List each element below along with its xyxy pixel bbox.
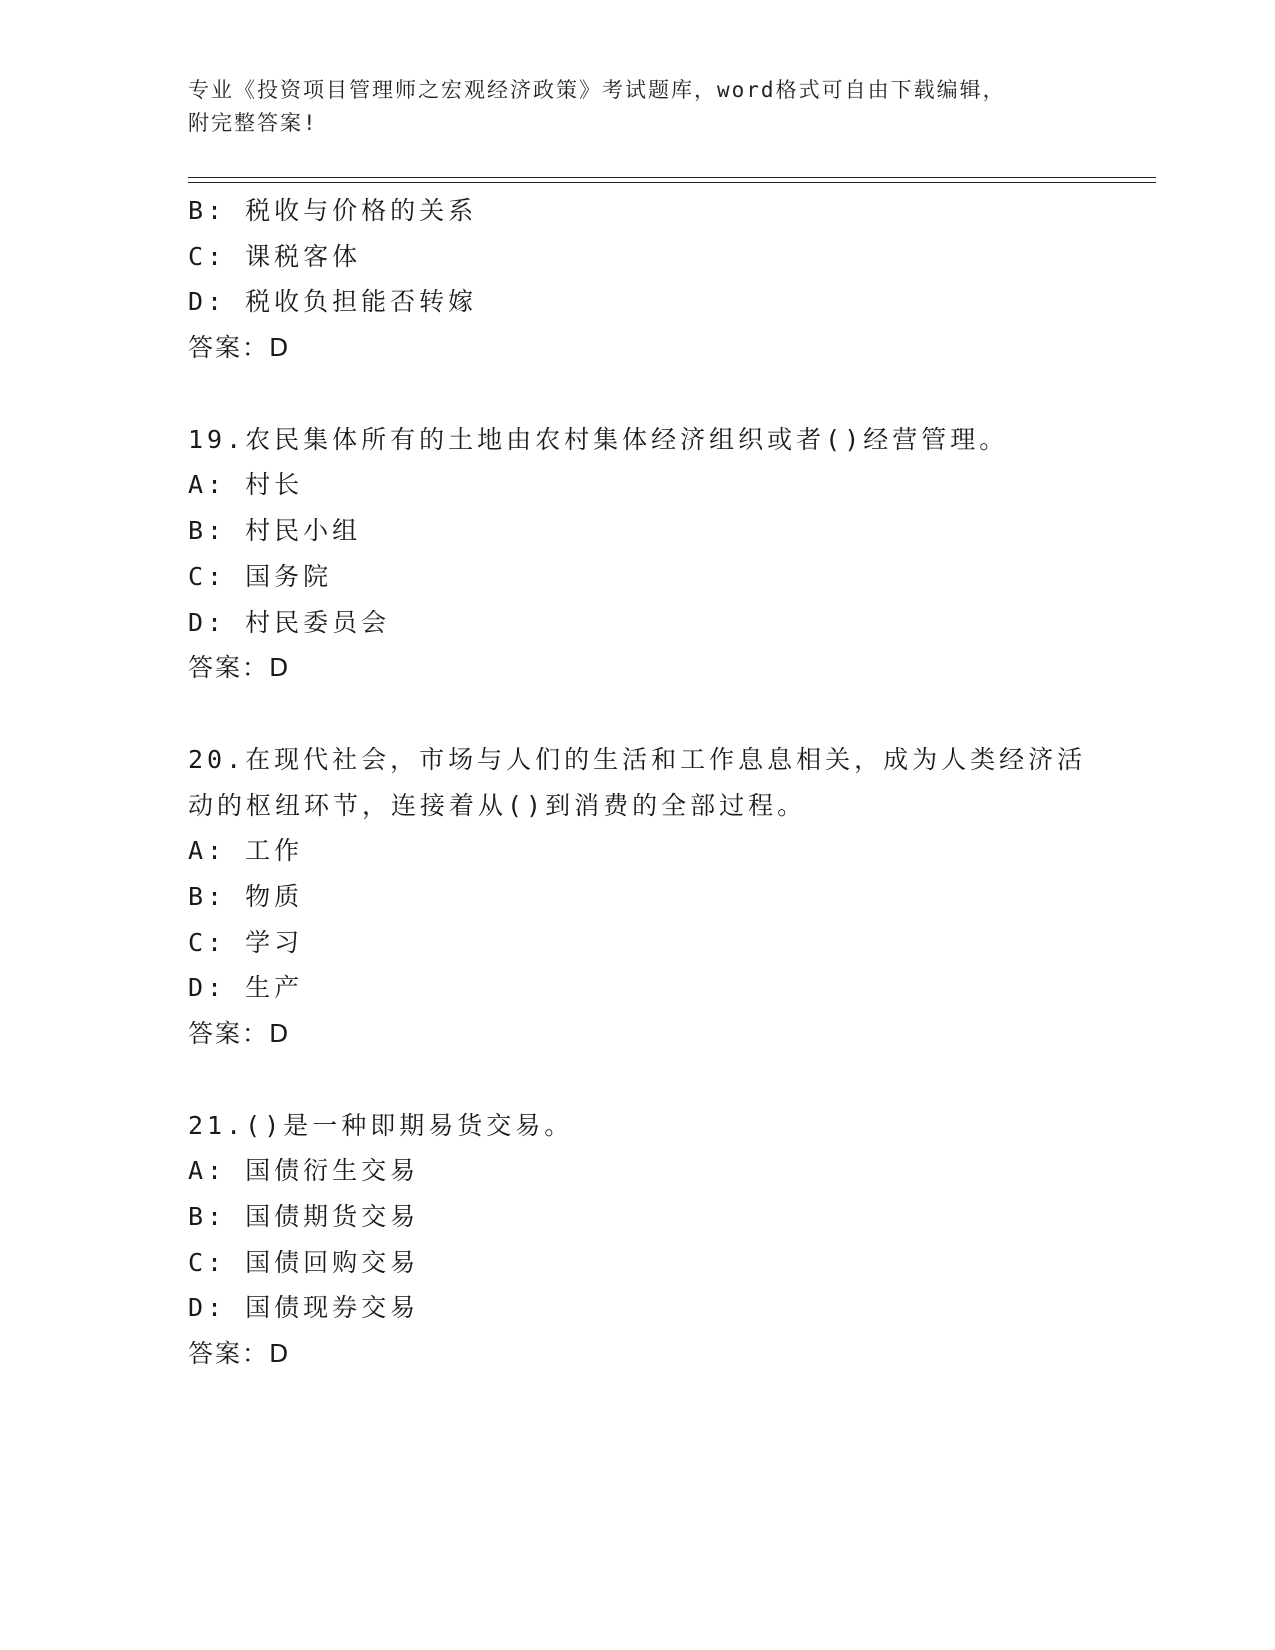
option-d: D: 生产	[188, 973, 304, 1003]
answer-line: 答案：D	[188, 333, 291, 363]
answer-line: 答案：D	[188, 1019, 291, 1048]
question-19	[188, 417, 1088, 691]
question-21	[188, 1103, 1088, 1377]
option-a: A: 工作	[188, 836, 304, 866]
spacer	[188, 1057, 1088, 1103]
option-d: D: 税收负担能否转嫁	[188, 287, 478, 317]
question-text-line-1: 20.在现代社会，市场与人们的生活和工作息息相关，成为人类经济活	[188, 744, 1087, 774]
answer-line: 答案：D	[188, 1339, 291, 1369]
header-line-1: 专业《投资项目管理师之宏观经济政策》考试题库，word格式可自由下载编辑，	[188, 78, 1006, 102]
option-d: D: 国债现券交易	[188, 1293, 420, 1323]
question-carryover	[188, 188, 1088, 371]
question-text: 21.()是一种即期易货交易。	[188, 1110, 574, 1140]
spacer	[188, 371, 1088, 417]
option-c: C: 国务院	[188, 561, 333, 591]
header-rule-top	[188, 177, 1156, 178]
option-c: C: 课税客体	[188, 241, 362, 271]
option-b: B: 国债期货交易	[188, 1202, 420, 1232]
document-header	[188, 74, 1088, 140]
question-list	[188, 188, 1088, 1377]
spacer	[188, 691, 1088, 737]
option-b: B: 税收与价格的关系	[188, 196, 478, 225]
option-d: D: 村民委员会	[188, 607, 391, 637]
header-line-2: 附完整答案!	[188, 111, 318, 135]
option-c: C: 学习	[188, 927, 304, 957]
option-b: B: 物质	[188, 881, 304, 911]
option-a: A: 村长	[188, 470, 304, 500]
answer-line: 答案：D	[188, 653, 291, 683]
option-a: A: 国债衍生交易	[188, 1156, 420, 1186]
question-text-line-2: 动的枢纽环节，连接着从()到消费的全部过程。	[188, 790, 807, 820]
question-20	[188, 737, 1088, 1057]
header-rule-bottom	[188, 182, 1156, 183]
option-c: C: 国债回购交易	[188, 1247, 420, 1277]
option-b: B: 村民小组	[188, 516, 362, 546]
question-text: 19.农民集体所有的土地由农村集体经济组织或者()经营管理。	[188, 424, 1009, 454]
